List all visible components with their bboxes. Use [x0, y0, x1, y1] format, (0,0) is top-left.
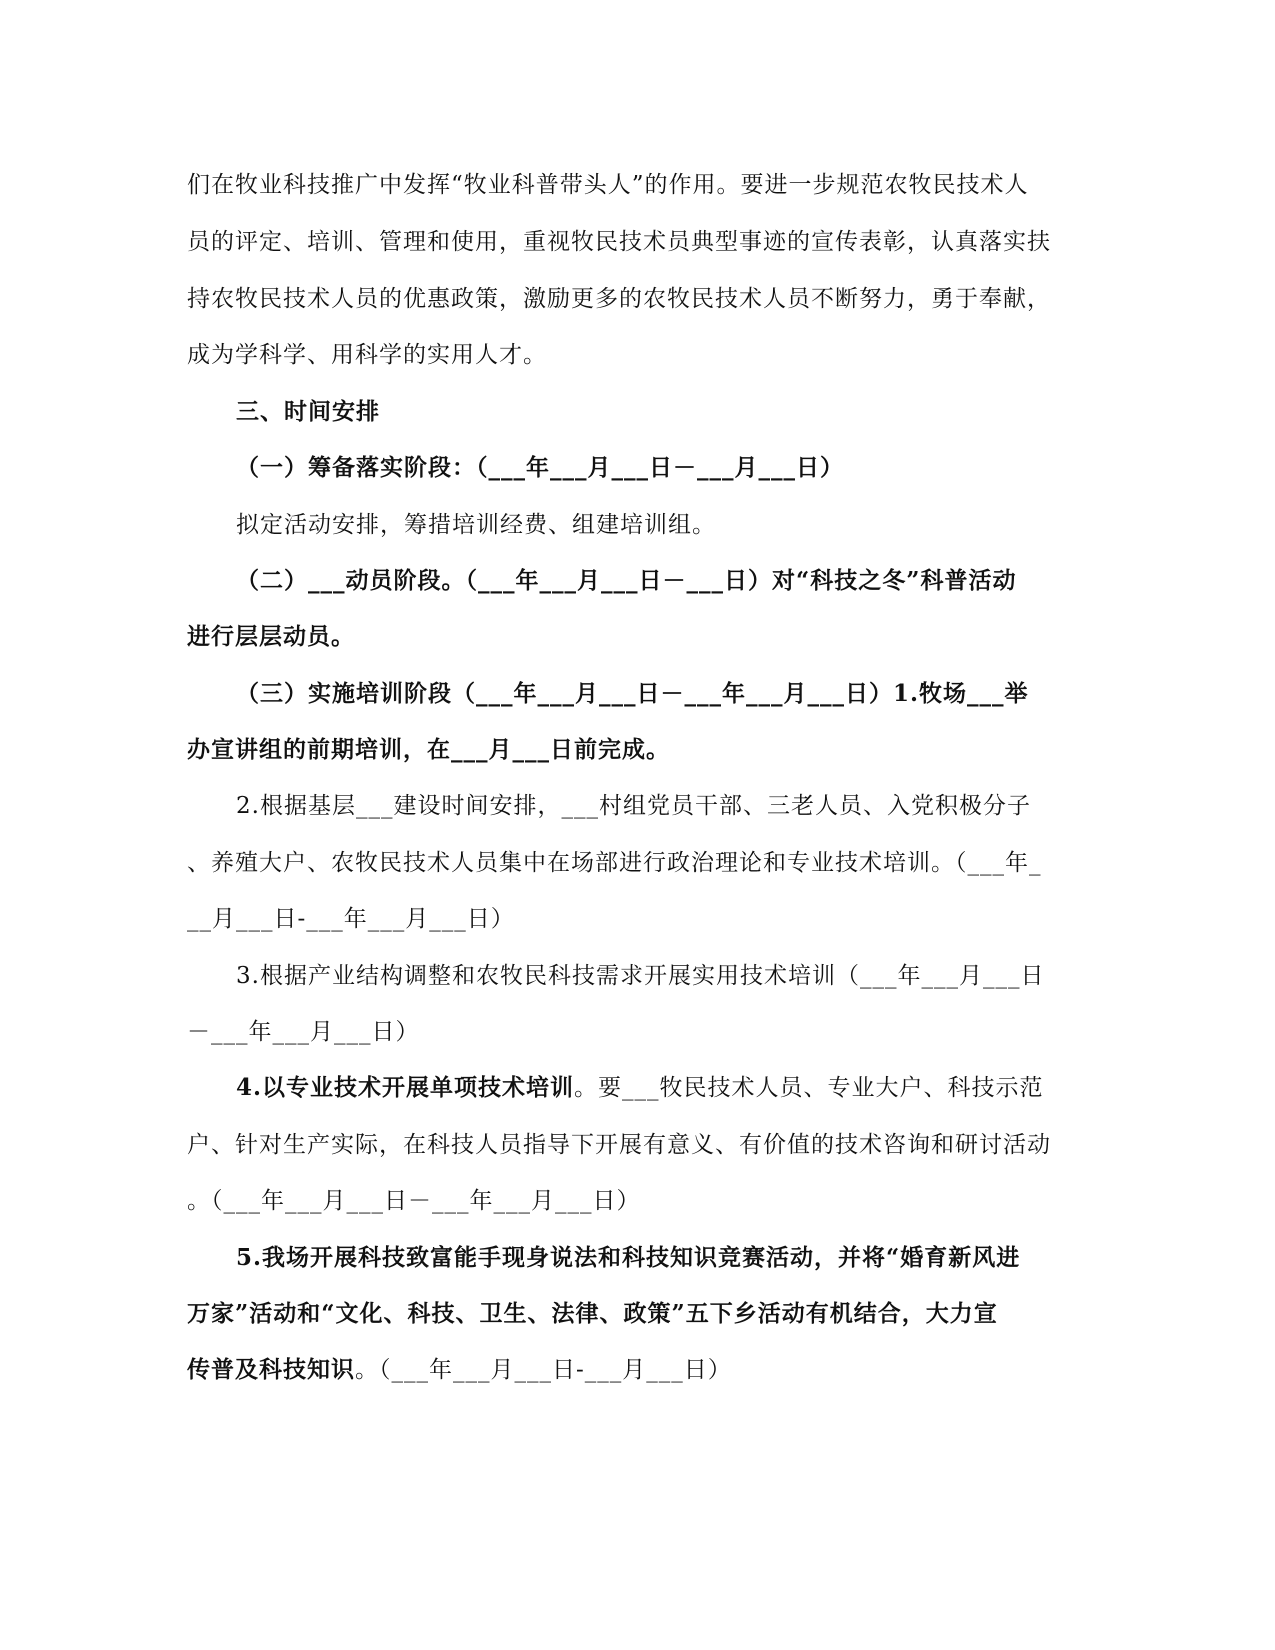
item3-line-1: 3.根据产业结构调整和农牧民科技需求开展实用技术培训（___年___月___日	[236, 963, 1045, 989]
intro-line-3: 持农牧民技术人员的优惠政策，激励更多的农牧民技术人员不断努力，勇于奉献，	[187, 286, 1051, 312]
stage2-line-1: （二）___动员阶段。（___年___月___日－___日）对“科技之冬”科普活动	[236, 567, 1017, 594]
stage2-line-2: 进行层层动员。	[187, 623, 355, 650]
stage3-line-1: （三）实施培训阶段（___年___月___日－___年___月___日）1.牧场___举	[236, 680, 1029, 707]
stage3-line-2: 办宣讲组的前期培训，在___月___日前完成。	[187, 736, 670, 763]
section-heading: 三、时间安排	[236, 398, 380, 425]
stage1-text: 拟定活动安排，筹措培训经费、组建培训组。	[236, 512, 716, 538]
item5-line-3	[187, 1355, 732, 1385]
item5-line-3-rest: 。（___年___月___日-___月___日）	[355, 1357, 732, 1383]
item3-line-2: －___年___月___日）	[187, 1019, 420, 1045]
intro-line-1: 们在牧业科技推广中发挥“牧业科普带头人”的作用。要进一步规范农牧民技术人	[187, 172, 1029, 198]
intro-line-2: 员的评定、培训、管理和使用，重视牧民技术员典型事迹的宣传表彰，认真落实扶	[187, 229, 1051, 255]
item4-line-1-rest: 。要___牧民技术人员、专业大户、科技示范	[574, 1075, 1044, 1101]
intro-line-4: 成为学科学、用科学的实用人才。	[187, 342, 547, 368]
stage1-title: （一）筹备落实阶段：（___年___月___日－___月___日）	[236, 454, 844, 481]
item4-line-1	[236, 1073, 1044, 1103]
item2-line-1: 2.根据基层___建设时间安排，___村组党员干部、三老人员、入党积极分子	[236, 793, 1031, 819]
item2-line-2: 、养殖大户、农牧民技术人员集中在场部进行政治理论和专业技术培训。（___年_	[187, 850, 1042, 876]
item2-line-3: __月___日-___年___月___日）	[187, 906, 515, 932]
item5-line-1: 5.我场开展科技致富能手现身说法和科技知识竞赛活动，并将“婚育新风进	[236, 1244, 1021, 1271]
item5-bold-part: 传普及科技知识	[187, 1356, 355, 1383]
item4-line-2: 户、针对生产实际，在科技人员指导下开展有意义、有价值的技术咨询和研讨活动	[187, 1132, 1051, 1158]
item4-line-3: 。（___年___月___日－___年___月___日）	[187, 1188, 641, 1214]
item5-line-2: 万家”活动和“文化、科技、卫生、法律、政策”五下乡活动有机结合，大力宣	[187, 1300, 998, 1327]
item4-bold-lead: 4.以专业技术开展单项技术培训	[236, 1074, 575, 1101]
